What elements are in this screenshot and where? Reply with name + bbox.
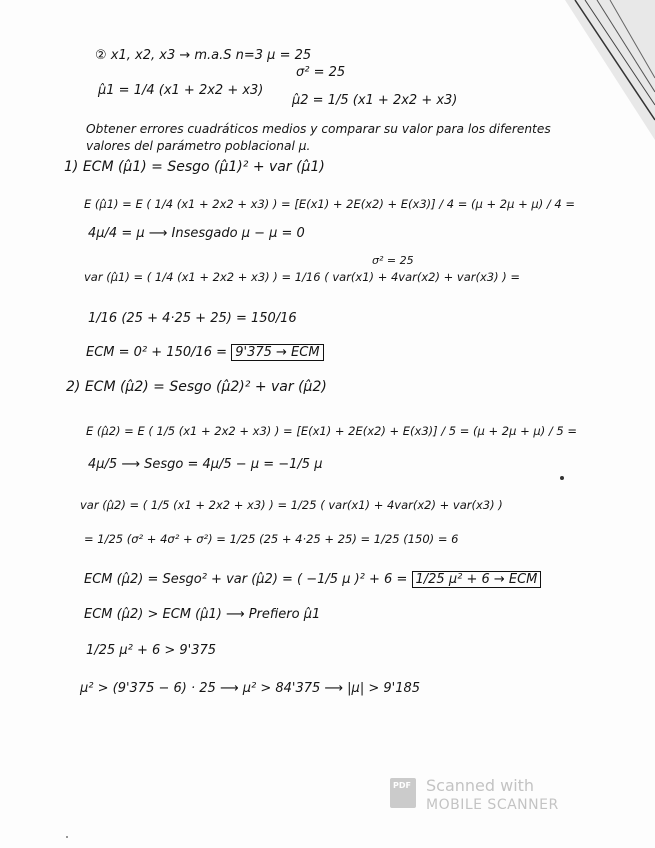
- watermark-line-2: MOBILE SCANNER: [426, 797, 559, 813]
- task-description-line-2: valores del parámetro poblacional μ.: [86, 139, 311, 153]
- part1-ecm-boxed-value: 9'375 → ECM: [231, 344, 323, 361]
- problem-statement-line: ② x1, x2, x3 → m.a.S n=3 μ = 25: [95, 48, 312, 63]
- scan-speck: [560, 476, 564, 480]
- inequality-line: 1/25 μ² + 6 > 9'375: [86, 643, 217, 658]
- scanner-watermark: [390, 772, 620, 822]
- pdf-icon-label: PDF: [393, 781, 411, 790]
- pdf-file-icon: [390, 778, 416, 808]
- watermark-line-1: Scanned with: [426, 776, 535, 795]
- page-corner-shadow: [565, 0, 655, 140]
- solution-line: μ² > (9'375 − 6) · 25 ⟶ μ² > 84'375 ⟶ |μ| > 9'185: [80, 681, 421, 696]
- part2-ecm-formula: 2) ECM (μ̂2) = Sesgo (μ̂2)² + var (μ̂2): [66, 379, 327, 395]
- part1-unbiased: 4μ/4 = μ ⟶ Insesgado μ − μ = 0: [88, 226, 305, 241]
- comparison-line: ECM (μ̂2) > ECM (μ̂1) ⟶ Prefiero μ̂1: [84, 607, 321, 622]
- part1-ecm-formula: 1) ECM (μ̂1) = Sesgo (μ̂1)² + var (μ̂1): [64, 159, 325, 175]
- estimator-mu1-definition: μ̂1 = 1/4 (x1 + 2x2 + x3): [98, 83, 264, 98]
- part2-ecm-result: [84, 571, 541, 589]
- part2-bias: 4μ/5 ⟶ Sesgo = 4μ/5 − μ = −1/5 μ: [88, 457, 323, 472]
- part2-ecm-equation: ECM (μ̂2) = Sesgo² + var (μ̂2) = ( −1/5 μ )² + 6 =: [84, 572, 408, 587]
- part2-variance-result: = 1/25 (σ² + 4σ² + σ²) = 1/25 (25 + 4·25 + 25) = 1/25 (150) = 6: [84, 532, 459, 546]
- part1-ecm-result: [86, 344, 324, 362]
- task-description-line-1: Obtener errores cuadráticos medios y comparar su valor para los diferentes: [86, 122, 551, 136]
- part1-ecm-equation: ECM = 0² + 150/16 =: [86, 345, 228, 360]
- part2-expectation: E (μ̂2) = E ( 1/5 (x1 + 2x2 + x3) ) = [E(x1) + 2E(x2) + E(x3)] / 5 = (μ + 2μ + μ) / 5 =: [86, 424, 577, 438]
- part2-ecm-boxed-value: 1/25 μ² + 6 → ECM: [412, 571, 542, 588]
- variance-given: σ² = 25: [296, 65, 346, 80]
- part1-variance-note: σ² = 25: [372, 254, 414, 267]
- part2-variance: var (μ̂2) = ( 1/5 (x1 + 2x2 + x3) ) = 1/25 ( var(x1) + 4var(x2) + var(x3) ): [80, 498, 503, 512]
- scan-speck: [66, 836, 68, 838]
- part1-expectation: E (μ̂1) = E ( 1/4 (x1 + 2x2 + x3) ) = [E(x1) + 2E(x2) + E(x3)] / 4 = (μ + 2μ + μ) / 4 =: [84, 197, 575, 211]
- part1-variance-result: 1/16 (25 + 4·25 + 25) = 150/16: [88, 311, 297, 326]
- estimator-mu2-definition: μ̂2 = 1/5 (x1 + 2x2 + x3): [292, 93, 458, 108]
- part1-variance: var (μ̂1) = ( 1/4 (x1 + 2x2 + x3) ) = 1/16 ( var(x1) + 4var(x2) + var(x3) ) =: [84, 270, 521, 284]
